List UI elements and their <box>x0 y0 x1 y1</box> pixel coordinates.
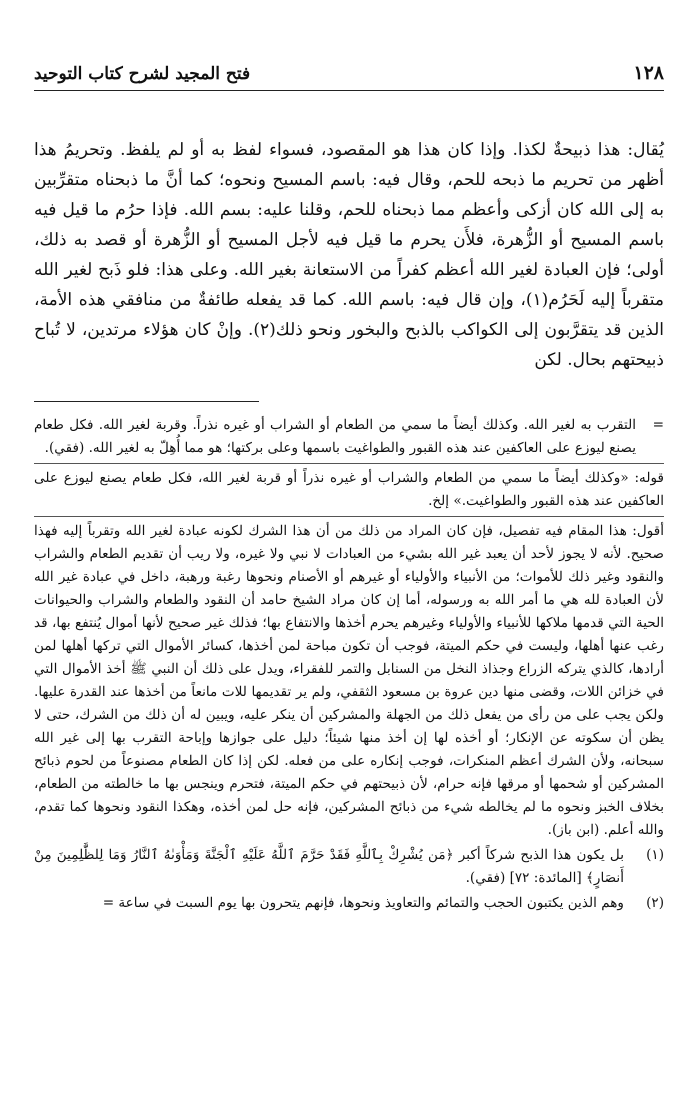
commentary-paragraph: أقول: هذا المقام فيه تفصيل، فإن كان المراد من ذلك من أن هذا الشرك لكونه عبادة لغير الله وتقرباً إليه فهذا صحيح. لأنه لا يجوز لأحد أن يعبد غير الله بشيء من العبادات لا نبي ولا غيره، ولا ريب أن تقديم الطعام والشراب والنقود وغير ذلك للأموات؛ من الأنبياء والأولياء أو غيرهم أو الأصنام ونحوها رغبة ورهبة، داخل في عبادة غير الله لأن العبادة لله هي ما أمر الله به ورسوله، أما إن كان مراد الشيخ حامد أن النقود والطعام والشراب والحيوانات الحية التي قدمها ملاكها للأنبياء والأولياء وغيرهم يحرم أخذها والانتفاع بها؛ فذلك غير صحيح لأنها أموال يُنتفع بها، قد رغب عنها أهلها، وليست في حكم الميتة، فوجب أن تكون مباحة لمن أخذها، كسائر الأموال التي تركها أهلها لمن أرادها، كالذي يتركه الزراع وجذاذ النخل من السنابل والتمر للفقراء، ويدل على ذلك أن النبي ﷺ أخذ الأموال التي في خزائن اللات، وقضى منها دين عروة بن مسعود الثقفي، ولم ير تقديمها للات مانعاً من أخذها عند القدرة عليها. ولكن يجب على من رأى من يفعل ذلك من الجهلة والمشركين أن ينكر عليه، ويبين له أن ذلك من الشرك، حتى لا يظن أن سكوته عن الإنكار؛ أو أخذه لها إن أخذ منها شيئاً؛ دليل على جوازها وإباحة التقرب بها إلى غير الله سبحانه، ولأن الشرك أعظم المنكرات، فوجب إنكاره على من فعله. لكن إذا كان الطعام مصنوعاً من لحوم ذبائح المشركين أو شحمها أو مرقها فإنه حرام، لأن ذبيحتهم في حكم الميتة، فتحرم وينجس بها ما خالطته من الطعام، بخلاف الخبز ونحوه ما لم يخالطه شيء من ذبائح المشركين، فإنه حل لمن أخذه، وهكذا النقود ونحوها كما تقدم، والله أعلم. (ابن باز). <box>34 523 664 838</box>
note-separator <box>34 516 664 517</box>
main-paragraph: يُقال: هذا ذبيحةٌ لكذا. وإذا كان هذا هو المقصود، فسواء لفظ به أو لم يلفظ. وتحريمُ هذا أظهر من تحريم ما ذبحه للحم، وقال فيه: باسم المسيح ونحوه؛ كما أنَّ ما ذبحناه متقرِّبين به إلى الله كان أزكى وأعظم مما ذبحناه للحم، وقلنا عليه: بسم الله. فإذا حرُم ما قيل فيه باسم المسيح أو الزُّهرة، فلأَن يحرم ما قيل فيه لأجل المسيح أو الزُّهرة أو قصد به ذلك، أولى؛ فإن العبادة لغير الله أعظم كفراً من الاستعانة بغير الله. وعلى هذا: فلو ذَبح لغير الله متقرباً إليه لَحَرُم(١)، وإن قال فيه: باسم الله. كما قد يفعله طائفةٌ من منافقي هذه الأمة، الذين قد يتقرَّبون إلى الكواكب بالذبح والبخور ونحو ذلك(٢). وإنْ كان هؤلاء مرتدين، لا تُباح ذبيحتهم بحال. لكن <box>34 140 664 370</box>
footnote-1-number: (١) <box>646 847 664 863</box>
footnote-continuation <box>34 414 664 460</box>
main-text-block <box>34 135 664 375</box>
footnote-1-text: بل يكون هذا الذبح شركاً أكبر ﴿مَن يُشْرِكْ بِٱللَّهِ فَقَدْ حَرَّمَ ٱللَّهُ عَلَيْهِ ٱلْجَنَّةَ وَمَأْوَىٰهُ ٱلنَّارُ وَمَا لِلظَّٰلِمِينَ مِنْ أَنصَارٍ﴾ [المائدة: ٧٢] (فقي). <box>34 847 624 886</box>
footnotes-section <box>34 414 664 915</box>
book-page <box>34 62 664 915</box>
footnote-2-text: وهم الذين يكتبون الحجب والتمائم والتعاويذ ونحوها، فإنهم يتحرون بها يوم السبت في ساعة = <box>102 895 624 911</box>
footnote-2-number: (٢) <box>646 895 664 911</box>
footnote-2 <box>34 892 664 915</box>
running-header <box>34 62 664 91</box>
continuation-mark: = <box>652 417 664 433</box>
note-separator <box>34 463 664 464</box>
footnote-divider <box>34 401 259 402</box>
footnote-1 <box>34 844 664 890</box>
page-number: ١٢٨ <box>633 62 664 84</box>
quote-paragraph: قوله: «وكذلك أيضاً ما سمي من الطعام والشراب أو غيره نذراً أو قربة لغير الله، فكل طعام يصنع ليوزع على العاكفين عند هذه القبور والطواغيت.» إلخ. <box>34 470 664 509</box>
book-title: فتح المجيد لشرح كتاب التوحيد <box>34 64 251 84</box>
continuation-text: التقرب به لغير الله. وكذلك أيضاً ما سمي من الطعام أو الشراب أو غيره نذراً. وقربة لغير الله. فكل طعام يصنع ليوزع على العاكفين عند هذه القبور والطواغيت باسمها وعلى بركتها؛ هو مما أُهِلّ به لغير الله. (فقي). <box>34 417 636 456</box>
